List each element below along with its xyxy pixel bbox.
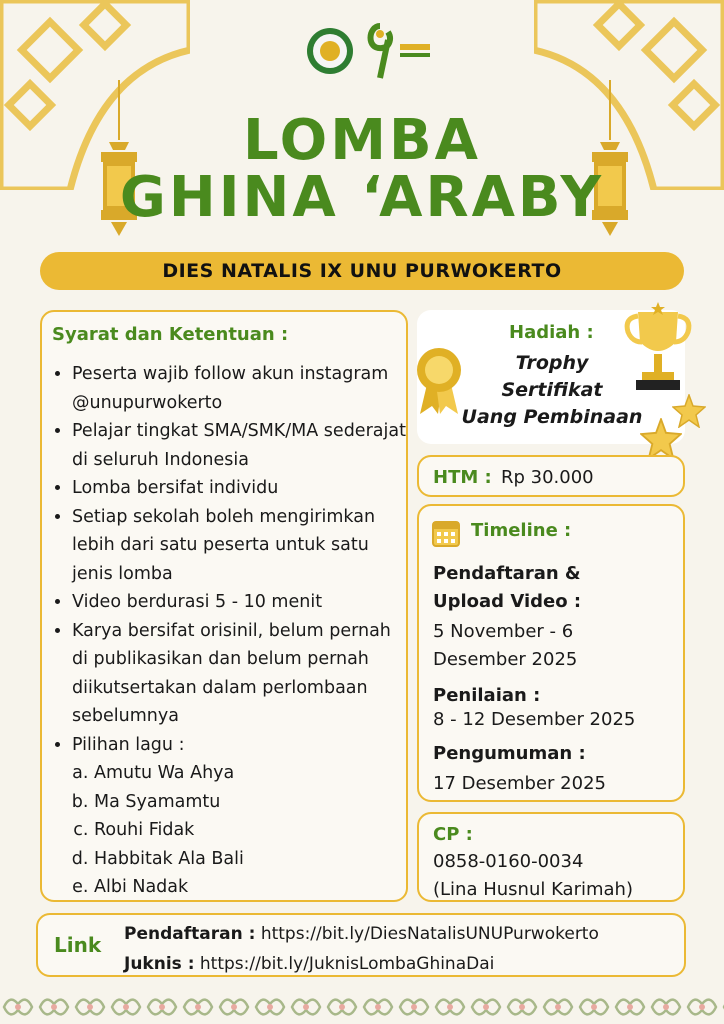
registration-block — [433, 560, 593, 616]
registration-link-label: Pendaftaran : — [124, 924, 256, 944]
songs-label: Pilihan lagu : — [72, 734, 185, 755]
registration-label: Pendaftaran & Upload Video : — [433, 563, 582, 612]
requirements-box — [40, 310, 408, 902]
juknis-link-url[interactable]: https://bit.ly/JuknisLombaGhinaDai — [199, 954, 495, 974]
registration-link-row — [124, 919, 599, 949]
contact-phone: 0858-0160-0034 — [433, 851, 584, 872]
dies-natalis-9-logo — [360, 20, 400, 82]
prize-list — [457, 350, 647, 431]
contact-label: CP : — [433, 824, 473, 845]
title-line-2: GHINA ‘ARABY — [119, 165, 605, 230]
song-item: b. Ma Syamamtu — [94, 788, 412, 817]
timeline-heading: Timeline : — [471, 520, 572, 541]
contact-name: (Lina Husnul Karimah) — [433, 879, 633, 900]
contact-details — [433, 848, 633, 904]
anniversary-badge-icon — [400, 40, 430, 62]
fee-value: Rp 30.000 — [501, 467, 594, 488]
requirements-heading: Syarat dan Ketentuan : — [52, 324, 289, 345]
contact-box — [417, 812, 685, 902]
trophy-icon — [622, 302, 694, 394]
event-banner: DIES NATALIS IX UNU PURWOKERTO — [40, 252, 684, 290]
requirements-list — [50, 360, 412, 902]
title-line-1: LOMBA — [242, 108, 482, 173]
link-rows — [124, 919, 599, 979]
assessment-dates: 8 - 12 Desember 2025 — [433, 709, 636, 730]
announcement-block — [433, 740, 683, 768]
prize-heading: Hadiah : — [509, 322, 594, 343]
fee-box — [417, 455, 685, 497]
link-box — [36, 913, 686, 977]
song-item: d. Habbitak Ala Bali — [94, 845, 412, 874]
list-item: • Setiap sekolah boleh mengirimkan lebih dari satu peserta untuk satu jenis lomba — [72, 503, 412, 589]
song-item: c. Rouhi Fidak — [94, 816, 412, 845]
list-item-songs — [72, 731, 412, 902]
prize-item: Trophy — [515, 352, 589, 374]
announcement-label: Pengumuman : — [433, 743, 586, 764]
timeline-box — [417, 504, 685, 802]
unu-logo — [305, 26, 355, 76]
medal-icon — [412, 344, 466, 416]
songs-list — [72, 759, 412, 902]
juknis-link-label: Juknis : — [124, 954, 195, 974]
prize-item: Uang Pembinaan — [461, 406, 643, 428]
assessment-label: Penilaian : — [433, 685, 541, 706]
song-item: e. Albi Nadak — [94, 873, 412, 902]
juknis-link-row — [124, 949, 599, 979]
registration-link-url[interactable]: https://bit.ly/DiesNatalisUNUPurwokerto — [260, 924, 599, 944]
prize-item: Sertifikat — [501, 379, 603, 401]
fee-label: HTM : — [433, 467, 492, 488]
link-label: Link — [54, 933, 102, 957]
list-item: • Pelajar tingkat SMA/SMK/MA sederajat di seluruh Indonesia — [72, 417, 412, 474]
list-item: • Peserta wajib follow akun instagram @unupurwokerto — [72, 360, 412, 417]
calendar-icon — [431, 518, 461, 548]
song-item: a. Amutu Wa Ahya — [94, 759, 412, 788]
list-item: • Video berdurasi 5 - 10 menit — [72, 588, 412, 617]
list-item: • Karya bersifat orisinil, belum pernah di publikasikan dan belum pernah diikutsertakan dalam perlombaan sebelumnya — [72, 617, 412, 731]
star-icon — [640, 418, 682, 460]
registration-dates: 5 November - 6 Desember 2025 — [433, 621, 578, 670]
list-item: • Lomba bersifat individu — [72, 474, 412, 503]
bottom-pattern — [0, 990, 724, 1024]
announcement-date: 17 Desember 2025 — [433, 773, 606, 794]
